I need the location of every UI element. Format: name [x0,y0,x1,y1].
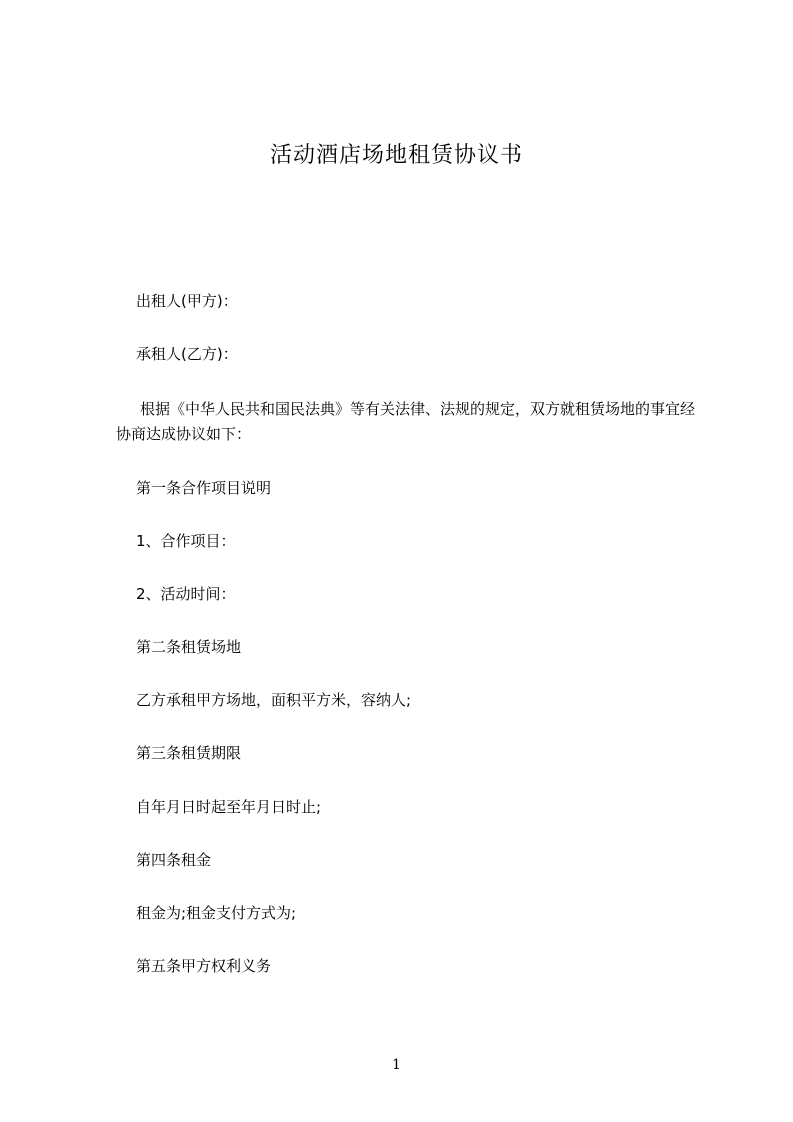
page-number: 1 [392,1057,401,1073]
article5-heading: 第五条甲方权利义务 [136,957,272,975]
lessee-line: 承租人(乙方)： [136,345,238,363]
article4-heading: 第四条租金 [136,851,212,869]
article1-item1: 1、合作项目： [136,532,236,550]
article2-text: 乙方承租甲方场地，面积平方米，容纳人; [136,691,412,709]
article3-text: 自年月日时起至年月日时止; [136,798,322,816]
article4-text: 租金为;租金支付方式为; [136,904,297,922]
article2-heading: 第二条租赁场地 [136,638,242,656]
lessor-line: 出租人(甲方)： [136,292,238,310]
article1-heading: 第一条合作项目说明 [136,479,272,497]
article3-heading: 第三条租赁期限 [136,744,242,762]
document-title: 活动酒店场地租赁协议书 [269,143,523,168]
article1-item2: 2、活动时间： [136,585,236,603]
preamble-paragraph: 根据《中华人民共和国民法典》等有关法律、法规的规定，双方就租赁场地的事宜经协商达成协议如下： [116,400,696,443]
